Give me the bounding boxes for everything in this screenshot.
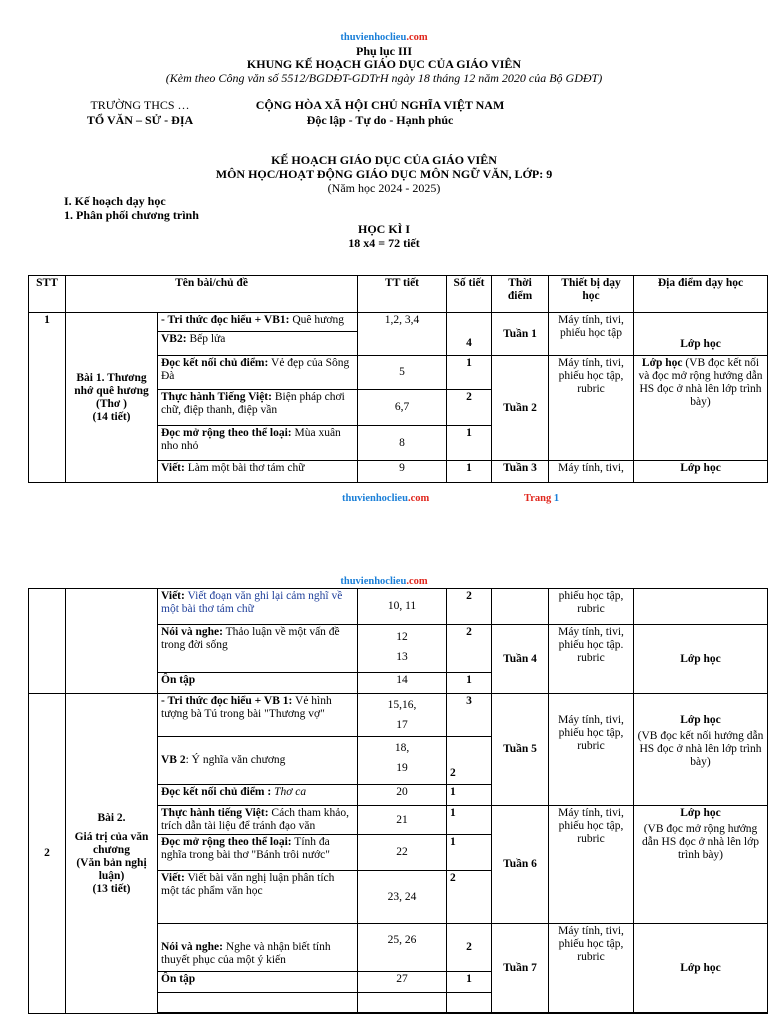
stt-cell: 2 xyxy=(29,694,66,1014)
appendix-label: Phụ lục III xyxy=(355,44,413,58)
count-cell: 4 xyxy=(447,313,492,356)
lesson-cell: Thực hành tiếng Việt: Cách tham khảo, trích dẫn tài liệu để tránh đạo văn xyxy=(158,806,358,835)
periods-formula: 18 x4 = 72 tiết xyxy=(348,236,420,250)
unit-cell: Bài 2. Giá trị của văn chương (Văn bản nghị luận) (13 tiết) xyxy=(66,694,158,1014)
table-row xyxy=(29,313,768,332)
table-header-row xyxy=(29,276,768,313)
count-cell: 3 xyxy=(447,694,492,737)
equipment-cell: Máy tính, tivi, phiếu học tập xyxy=(549,313,634,356)
count-cell: 2 xyxy=(447,737,492,785)
section-teaching-plan: I. Kế hoạch dạy học xyxy=(64,194,166,208)
lesson-cell: Ôn tập xyxy=(158,972,358,993)
plan-title: KẾ HOẠCH GIÁO DỤC CỦA GIÁO VIÊN xyxy=(271,153,497,167)
tt-cell: 12 13 xyxy=(358,625,447,673)
subject-line: MÔN HỌC/HOẠT ĐỘNG GIÁO DỤC MÔN NGỮ VĂN, LỚP: 9 xyxy=(215,167,553,181)
place-cell: Lớp học xyxy=(634,313,768,356)
week-cell: Tuần 7 xyxy=(492,924,549,1013)
table-row xyxy=(29,694,768,737)
week-cell xyxy=(492,589,549,625)
tt-cell: 15,16, 17 xyxy=(358,694,447,737)
place-cell: Lớp học (VB đọc kết nối hướng dẫn HS đọc ở nhà lên lớp trình bày) xyxy=(634,694,768,806)
count-cell: 1 xyxy=(447,673,492,694)
frame-title: KHUNG KẾ HOẠCH GIÁO DỤC CỦA GIÁO VIÊN xyxy=(246,57,522,71)
republic-name: CỘNG HÒA XÃ HỘI CHỦ NGHĨA VIỆT NAM xyxy=(255,98,505,112)
tt-cell: 21 xyxy=(358,806,447,835)
count-cell: 2 xyxy=(447,924,492,972)
week-cell: Tuần 3 xyxy=(492,461,549,483)
national-motto: Độc lập - Tự do - Hạnh phúc xyxy=(306,113,454,127)
spacer-cell xyxy=(447,1013,492,1014)
count-cell: 1 xyxy=(447,806,492,835)
tt-cell: 9 xyxy=(358,461,447,483)
week-cell: Tuần 5 xyxy=(492,694,549,806)
brand-watermark-page2: thuvienhoclieu.com xyxy=(340,576,428,587)
count-cell: 2 xyxy=(447,625,492,673)
lesson-cell: - Tri thức đọc hiểu + VB1: Quê hương xyxy=(158,313,358,332)
plan-table-page1 xyxy=(28,275,768,483)
lesson-cell: Viết: Làm một bài thơ tám chữ xyxy=(158,461,358,483)
lesson-cell: Đọc kết nối chủ điểm : Thơ ca xyxy=(158,785,358,806)
spacer-cell xyxy=(634,1013,768,1014)
tt-cell: 10, 11 xyxy=(358,589,447,625)
lesson-cell: Thực hành Tiếng Việt: Biện pháp chơi chữ, điệp thanh, điệp vần xyxy=(158,390,358,426)
count-cell: 1 xyxy=(447,785,492,806)
tt-cell: 25, 26 xyxy=(358,924,447,972)
table-row xyxy=(29,589,768,625)
spacer-cell xyxy=(158,1013,358,1014)
page-number: Trang 1 xyxy=(524,493,560,504)
count-cell: 2 xyxy=(447,390,492,426)
place-cell: Lớp học xyxy=(634,924,768,1013)
tt-cell xyxy=(358,993,447,1013)
place-cell xyxy=(634,589,768,625)
semester-title: HỌC KÌ I xyxy=(357,222,410,236)
equipment-cell: phiếu học tập, rubric xyxy=(549,589,634,625)
count-cell: 1 xyxy=(447,426,492,461)
lesson-cell: Đọc kết nối chủ điểm: Vẻ đẹp của Sông Đà xyxy=(158,356,358,390)
spacer-cell xyxy=(549,1013,634,1014)
week-cell: Tuần 2 xyxy=(492,356,549,461)
lesson-cell: Đọc mở rộng theo thể loại: Mùa xuân nho nhỏ xyxy=(158,426,358,461)
count-cell xyxy=(447,993,492,1013)
section-program-distribution: 1. Phân phối chương trình xyxy=(64,208,199,222)
place-cell: Lớp học xyxy=(634,625,768,694)
equipment-cell: Máy tính, tivi, phiếu học tập, rubric xyxy=(549,356,634,461)
col-equipment: Thiết bị dạy học xyxy=(549,276,634,313)
lesson-cell: Nói và nghe: Thảo luận về một vấn đề trong đời sống xyxy=(158,625,358,673)
lesson-cell: - Tri thức đọc hiểu + VB 1: Vẻ hình tượng bà Tú trong bài "Thương vợ" xyxy=(158,694,358,737)
tt-cell: 20 xyxy=(358,785,447,806)
tt-cell: 22 xyxy=(358,835,447,871)
col-stt: STT xyxy=(29,276,66,313)
lesson-cell: Viết: Viết đoạn văn ghi lại cảm nghĩ về một bài thơ tám chữ xyxy=(158,589,358,625)
lesson-cell: Viết: Viết bài văn nghị luận phân tích một tác phẩm văn học xyxy=(158,871,358,924)
tt-cell: 1,2, 3,4 xyxy=(358,313,447,356)
lesson-cell xyxy=(158,993,358,1013)
count-cell: 1 xyxy=(447,461,492,483)
lesson-cell: Nói và nghe: Nghe và nhận biết tính thuyết phục của một ý kiến xyxy=(158,924,358,972)
brand-watermark-footer: thuvienhoclieu.com xyxy=(342,493,430,504)
place-cell: Lớp học xyxy=(634,461,768,483)
equipment-cell: Máy tính, tivi, phiếu học tập, rubric xyxy=(549,924,634,1013)
lesson-cell: VB2: Bếp lửa xyxy=(158,332,358,356)
col-time: Thời điểm xyxy=(492,276,549,313)
count-cell: 2 xyxy=(447,589,492,625)
tt-cell: 6,7 xyxy=(358,390,447,426)
week-cell: Tuần 4 xyxy=(492,625,549,694)
count-cell: 1 xyxy=(447,835,492,871)
official-note: (Kèm theo Công văn số 5512/BGDĐT-GDTrH ngày 18 tháng 12 năm 2020 của Bộ GDĐT) xyxy=(165,71,603,85)
week-cell: Tuần 6 xyxy=(492,806,549,924)
count-cell: 1 xyxy=(447,356,492,390)
spacer-cell xyxy=(492,1013,549,1014)
equipment-cell: Máy tính, tivi, phiếu học tập, rubric xyxy=(549,694,634,806)
tt-cell: 8 xyxy=(358,426,447,461)
equipment-cell: Máy tính, tivi, xyxy=(549,461,634,483)
count-cell: 1 xyxy=(447,972,492,993)
unit-cell: Bài 1. Thương nhớ quê hương (Thơ ) (14 tiết) xyxy=(66,313,158,483)
place-cell: Lớp học (VB đọc kết nối và đọc mở rộng hướng dẫn HS đọc ở nhà lên lớp trình bày) xyxy=(634,356,768,461)
tt-cell: 5 xyxy=(358,356,447,390)
spacer-cell xyxy=(358,1013,447,1014)
tt-cell: 27 xyxy=(358,972,447,993)
col-topic: Tên bài/chủ đề xyxy=(66,276,358,313)
col-count: Số tiết xyxy=(447,276,492,313)
lesson-cell: Ôn tập xyxy=(158,673,358,694)
tt-cell: 14 xyxy=(358,673,447,694)
school-name: TRƯỜNG THCS … xyxy=(90,98,190,112)
col-tt: TT tiết xyxy=(358,276,447,313)
equipment-cell: Máy tính, tivi, phiếu học tập. rubric xyxy=(549,625,634,694)
equipment-cell: Máy tính, tivi, phiếu học tập, rubric xyxy=(549,806,634,924)
count-cell: 2 xyxy=(447,871,492,924)
stt-cell xyxy=(29,589,66,694)
plan-table-page2 xyxy=(28,588,768,1014)
lesson-cell: VB 2: Ý nghĩa văn chương xyxy=(158,737,358,785)
unit-cell xyxy=(66,589,158,694)
week-cell: Tuần 1 xyxy=(492,313,549,356)
lesson-cell: Đọc mở rộng theo thể loại: Tính đa nghĩa trong bài thơ "Bánh trôi nước" xyxy=(158,835,358,871)
brand-watermark-top: thuvienhoclieu.com xyxy=(340,32,428,43)
tt-cell: 23, 24 xyxy=(358,871,447,924)
tt-cell: 18, 19 xyxy=(358,737,447,785)
stt-cell: 1 xyxy=(29,313,66,483)
col-place: Địa điểm dạy học xyxy=(634,276,768,313)
department-name: TỔ VĂN – SỬ - ĐỊA xyxy=(86,113,194,127)
place-cell: Lớp học (VB đọc mở rộng hướng dẫn HS đọc ở nhà lên lớp trình bày) xyxy=(634,806,768,924)
school-year: (Năm học 2024 - 2025) xyxy=(327,181,441,195)
